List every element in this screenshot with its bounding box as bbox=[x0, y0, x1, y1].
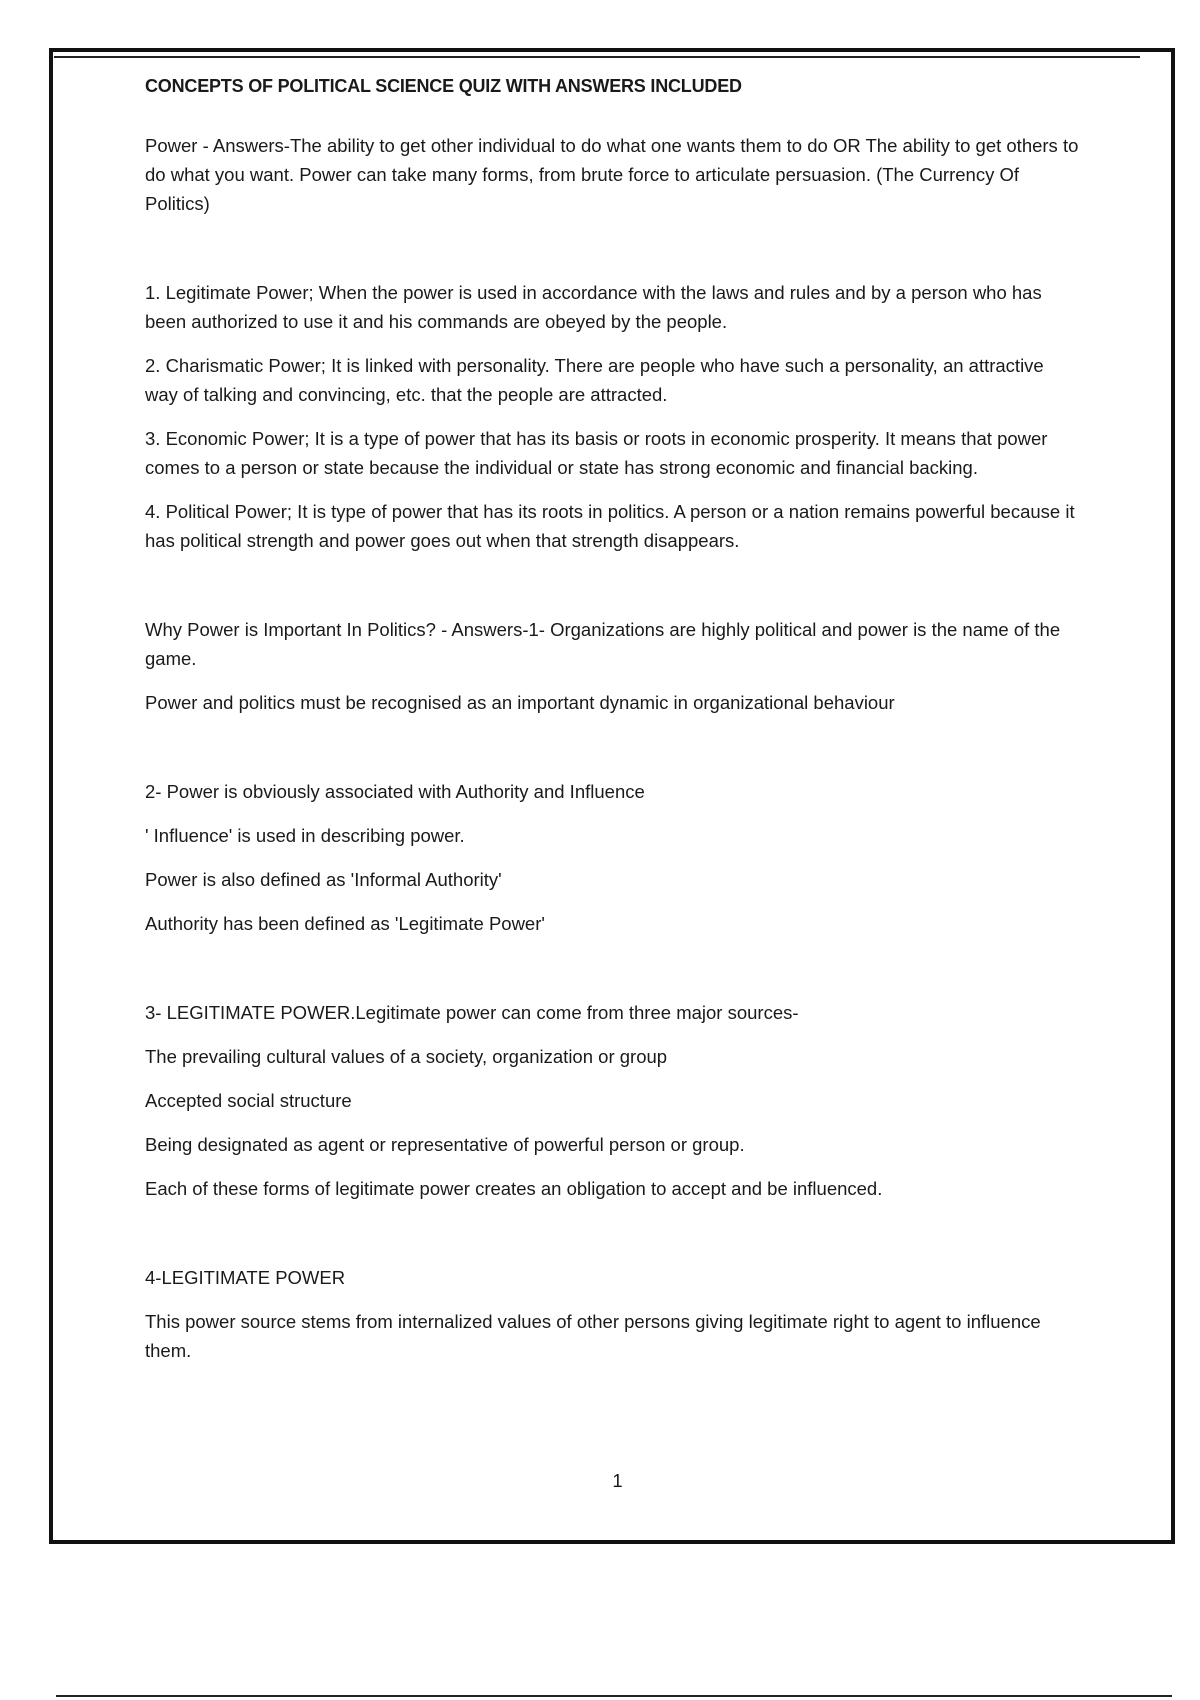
point2-line: Authority has been defined as 'Legitimate Power' bbox=[145, 913, 545, 934]
point3-line: Being designated as agent or representative of powerful person or group. bbox=[145, 1134, 745, 1155]
next-page-rule bbox=[56, 1695, 1172, 1697]
power-type-item: 4. Political Power; It is type of power that has its roots in politics. A person or a nation remains powerful because it has political strength and power goes out when that strength disappears. bbox=[145, 501, 1075, 551]
point3-line: 3- LEGITIMATE POWER.Legitimate power can come from three major sources- bbox=[145, 1002, 799, 1023]
point4-line: 4-LEGITIMATE POWER bbox=[145, 1267, 346, 1288]
point2-line: ' Influence' is used in describing power. bbox=[145, 825, 465, 846]
spacer bbox=[145, 233, 1080, 278]
document-body bbox=[145, 72, 1080, 1380]
point3-line: Each of these forms of legitimate power creates an obligation to accept and be influenced. bbox=[145, 1178, 883, 1199]
point4-line: This power source stems from internalized values of other persons giving legitimate right to agent to influence them. bbox=[145, 1311, 1041, 1361]
page-number: 1 bbox=[612, 1470, 623, 1491]
spacer bbox=[145, 732, 1080, 777]
why-question: Why Power is Important In Politics? - Answers-1- Organizations are highly political and power is the name of the game. bbox=[145, 619, 1061, 669]
document-title: CONCEPTS OF POLITICAL SCIENCE QUIZ WITH ANSWERS INCLUDED bbox=[145, 76, 742, 96]
intro-paragraph: Power - Answers-The ability to get other individual to do what one wants them to do OR The ability to get others to do what you want. Power can take many forms, from brute force to articulate persuasion. (The Currency Of Politics) bbox=[145, 135, 1079, 214]
point3-line: The prevailing cultural values of a society, organization or group bbox=[145, 1046, 668, 1067]
point2-line: Power is also defined as 'Informal Authority' bbox=[145, 869, 502, 890]
power-type-item: 2. Charismatic Power; It is linked with personality. There are people who have such a personality, an attractive way of talking and convincing, etc. that the people are attracted. bbox=[145, 355, 1044, 405]
power-type-item: 3. Economic Power; It is a type of power that has its basis or roots in economic prosperity. It means that power comes to a person or state because the individual or state has strong economic and financial backing. bbox=[145, 428, 1048, 478]
top-rule bbox=[54, 56, 1140, 58]
spacer bbox=[145, 1218, 1080, 1263]
why-followup: Power and politics must be recognised as an important dynamic in organizational behaviour bbox=[145, 692, 895, 713]
point2-line: 2- Power is obviously associated with Authority and Influence bbox=[145, 781, 645, 802]
spacer bbox=[145, 570, 1080, 615]
point3-line: Accepted social structure bbox=[145, 1090, 352, 1111]
power-type-item: 1. Legitimate Power; When the power is used in accordance with the laws and rules and by a person who has been authorized to use it and his commands are obeyed by the people. bbox=[145, 282, 1042, 332]
spacer bbox=[145, 953, 1080, 998]
